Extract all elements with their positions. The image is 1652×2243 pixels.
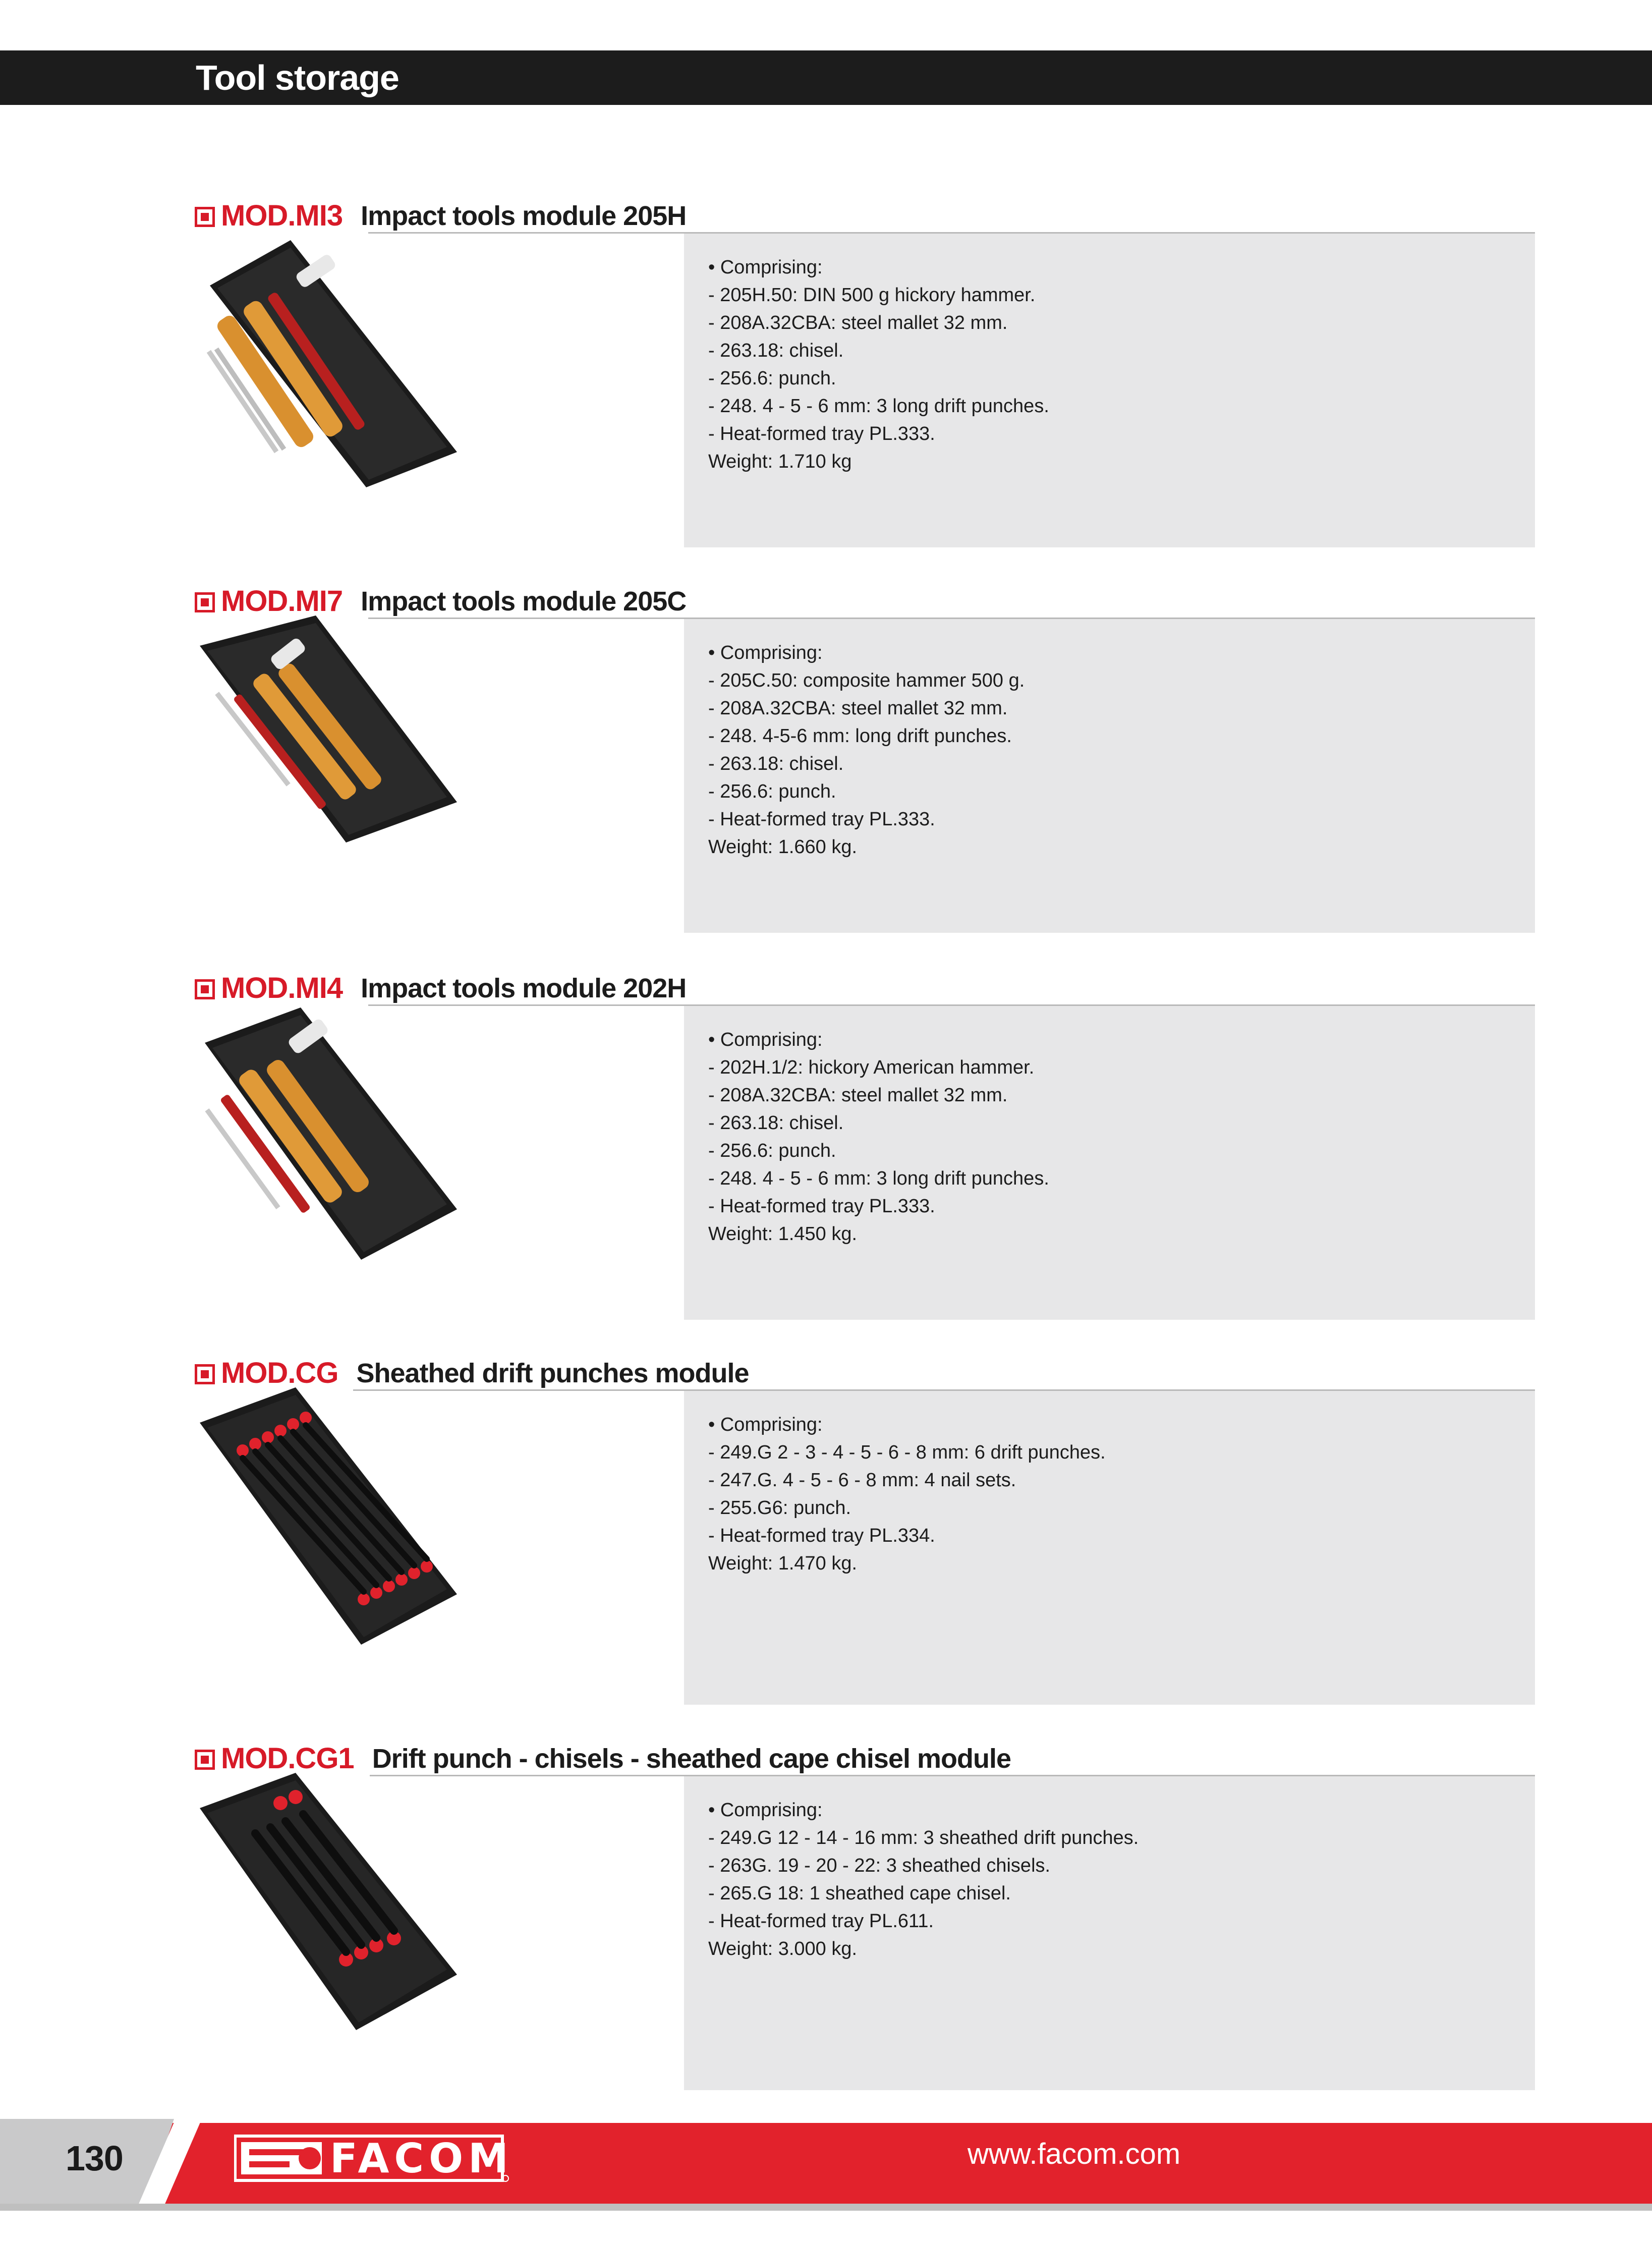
description-line: - 256.6: punch. bbox=[708, 1140, 836, 1161]
square-bullet-icon bbox=[195, 1750, 215, 1770]
product-title: Sheathed drift punches module bbox=[356, 1358, 749, 1388]
product-reference: MOD.MI7 bbox=[221, 585, 343, 618]
product-reference: MOD.CG bbox=[221, 1357, 338, 1389]
description-line: - Heat-formed tray PL.333. bbox=[708, 1196, 935, 1217]
product-section-mod-mi7 bbox=[0, 580, 1652, 943]
description-line: • Comprising: bbox=[708, 642, 823, 663]
tool-tray-image bbox=[195, 997, 457, 1260]
description-box bbox=[684, 234, 1535, 547]
description-line: - 205H.50: DIN 500 g hickory hammer. bbox=[708, 285, 1036, 306]
page-title: Tool storage bbox=[196, 58, 399, 97]
description-line: • Comprising: bbox=[708, 1414, 823, 1435]
description-line: - Heat-formed tray PL.334. bbox=[708, 1525, 935, 1546]
square-bullet-icon bbox=[195, 1364, 215, 1384]
description-line: - 265.G 18: 1 sheathed cape chisel. bbox=[708, 1883, 1011, 1904]
product-title: Impact tools module 205C bbox=[361, 586, 687, 616]
description-line: - 208A.32CBA: steel mallet 32 mm. bbox=[708, 312, 1008, 333]
description-line: - 248. 4 - 5 - 6 mm: 3 long drift punches. bbox=[708, 1168, 1049, 1189]
website-link[interactable]: www.facom.com bbox=[967, 2138, 1181, 2170]
description-line: - 256.6: punch. bbox=[708, 781, 836, 802]
product-reference: MOD.CG1 bbox=[221, 1742, 354, 1775]
description-line: - Heat-formed tray PL.333. bbox=[708, 423, 935, 444]
description-text bbox=[708, 254, 1049, 476]
description-line: - 208A.32CBA: steel mallet 32 mm. bbox=[708, 698, 1008, 719]
description-line: Weight: 1.660 kg. bbox=[708, 836, 858, 858]
description-box bbox=[684, 1776, 1535, 2090]
description-line: - Heat-formed tray PL.333. bbox=[708, 809, 935, 830]
tool-tray-image bbox=[195, 1768, 457, 2030]
facom-logo bbox=[234, 2134, 514, 2183]
description-line: - 202H.1/2: hickory American hammer. bbox=[708, 1057, 1035, 1078]
description-box bbox=[684, 619, 1535, 933]
description-text bbox=[708, 1797, 1138, 1963]
product-section-mod-mi4 bbox=[0, 967, 1652, 1330]
description-line: - 248. 4 - 5 - 6 mm: 3 long drift punches. bbox=[708, 396, 1049, 417]
product-reference: MOD.MI4 bbox=[221, 972, 343, 1004]
description-line: Weight: 1.470 kg. bbox=[708, 1553, 858, 1574]
page-number: 130 bbox=[66, 2139, 123, 2178]
tool-tray-image bbox=[195, 610, 457, 873]
description-line: - 255.G6: punch. bbox=[708, 1497, 851, 1519]
tool-tray-image bbox=[195, 1382, 457, 1645]
description-line: - 208A.32CBA: steel mallet 32 mm. bbox=[708, 1085, 1008, 1106]
square-bullet-icon bbox=[195, 979, 215, 999]
description-line: - 247.G. 4 - 5 - 6 - 8 mm: 4 nail sets. bbox=[708, 1470, 1016, 1491]
product-section-mod-cg1 bbox=[0, 1737, 1652, 2101]
description-line: • Comprising: bbox=[708, 1800, 823, 1821]
description-line: Weight: 3.000 kg. bbox=[708, 1938, 858, 1959]
description-box bbox=[684, 1391, 1535, 1705]
description-text bbox=[708, 1411, 1106, 1578]
description-text bbox=[708, 1026, 1049, 1248]
description-line: Weight: 1.450 kg. bbox=[708, 1223, 858, 1245]
description-box bbox=[684, 1006, 1535, 1320]
description-line: - 249.G 2 - 3 - 4 - 5 - 6 - 8 mm: 6 drift punches. bbox=[708, 1442, 1106, 1463]
description-line: • Comprising: bbox=[708, 257, 823, 278]
description-line: • Comprising: bbox=[708, 1029, 823, 1050]
description-line: - 249.G 12 - 14 - 16 mm: 3 sheathed drift punches. bbox=[708, 1827, 1139, 1848]
description-line: - 263.18: chisel. bbox=[708, 1112, 844, 1134]
product-reference: MOD.MI3 bbox=[221, 199, 343, 232]
product-title: Impact tools module 205H bbox=[361, 201, 687, 231]
tool-tray-image bbox=[195, 225, 457, 487]
description-text bbox=[708, 639, 1024, 861]
description-line: - Heat-formed tray PL.611. bbox=[708, 1911, 934, 1932]
description-line: Weight: 1.710 kg bbox=[708, 451, 852, 472]
description-line: - 248. 4-5-6 mm: long drift punches. bbox=[708, 725, 1012, 747]
square-bullet-icon bbox=[195, 592, 215, 612]
description-line: - 263.18: chisel. bbox=[708, 753, 844, 774]
square-bullet-icon bbox=[195, 207, 215, 227]
product-section-mod-cg bbox=[0, 1352, 1652, 1715]
product-title: Impact tools module 202H bbox=[361, 973, 687, 1003]
description-line: - 263.18: chisel. bbox=[708, 340, 844, 361]
product-title: Drift punch - chisels - sheathed cape chisel module bbox=[372, 1744, 1011, 1774]
description-line: - 256.6: punch. bbox=[708, 368, 836, 389]
description-line: - 205C.50: composite hammer 500 g. bbox=[708, 670, 1025, 691]
description-line: - 263G. 19 - 20 - 22: 3 sheathed chisels. bbox=[708, 1855, 1051, 1876]
footer-line bbox=[0, 2204, 1652, 2211]
brand-name: FACOM bbox=[330, 2135, 514, 2182]
product-section-mod-mi3 bbox=[0, 195, 1652, 558]
